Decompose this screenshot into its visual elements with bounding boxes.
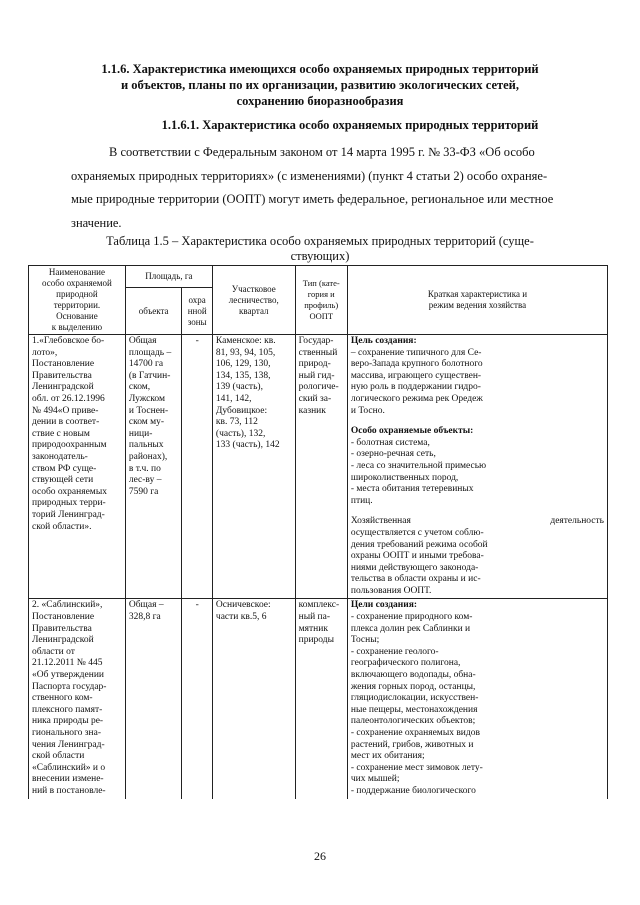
object-line: - места обитания тетеревиных xyxy=(350,484,474,495)
goal-line: - поддержание биологического xyxy=(350,785,476,796)
cell-line: ственного ком- xyxy=(32,693,93,704)
table-row xyxy=(29,599,608,799)
cell-zone-area: - xyxy=(182,335,212,599)
cell-line: 134, 135, 138, xyxy=(215,370,271,381)
header-zone xyxy=(182,288,212,335)
header-line: лесничество, xyxy=(228,294,279,305)
cell-line: рологиче- xyxy=(298,382,339,393)
paragraph-line: охраняемых природных территориях» (с изменениями) (пункт 4 статьи 2) особо охраняе- xyxy=(71,168,548,183)
cell-type xyxy=(295,335,347,599)
cell-line: комплекс- xyxy=(298,600,340,611)
header-line: к выделению xyxy=(51,322,103,332)
cell-object-area xyxy=(125,599,182,799)
activity-line: Хозяйственная деятельность xyxy=(350,516,604,527)
cell-line: Паспорта государ- xyxy=(32,681,107,692)
cell-line: Осничевское: xyxy=(215,600,271,611)
object-line: широколиственных пород, xyxy=(350,472,459,483)
cell-line: Правительства xyxy=(32,623,92,634)
heading-line: сохранению биоразнообразия xyxy=(236,94,404,108)
cell-line: природ- xyxy=(298,359,331,370)
goal-line: палеонтологических объектов; xyxy=(350,716,476,727)
header-line: ООПТ xyxy=(309,311,334,321)
header-line: Основание xyxy=(56,311,98,321)
cell-name xyxy=(29,599,126,799)
goal-line: веро-Запада крупного болотного xyxy=(350,359,483,370)
cell-line: ственный xyxy=(298,347,338,358)
header-type xyxy=(295,266,347,335)
goal-line: - сохранение охраняемых видов xyxy=(350,728,480,738)
goal-line: географического полигона, xyxy=(350,658,461,669)
caption-line: ствующих) xyxy=(290,249,350,263)
cell-line: Лужском xyxy=(128,393,166,404)
cell-line: дении в соответ- xyxy=(32,417,100,428)
header-line: Участковое xyxy=(231,283,276,294)
goal-line: – сохранение типичного для Се- xyxy=(350,347,482,358)
activity-line: ниями действующего законода- xyxy=(350,562,479,573)
cell-line: 81, 93, 94, 105, xyxy=(215,347,276,358)
cell-line: 328,8 га xyxy=(128,612,161,623)
cell-forestry xyxy=(212,599,295,799)
goal-line: жения горных пород, останцы, xyxy=(350,681,476,692)
cell-line: 106, 129, 130, xyxy=(215,359,271,370)
cell-line: Общая xyxy=(128,336,157,346)
activity-line: осуществляется с учетом соблю- xyxy=(350,527,484,538)
cell-line: ский за- xyxy=(298,393,332,404)
object-line: - болотная система, xyxy=(350,437,430,448)
goal-line: чих мышей; xyxy=(350,774,400,785)
cell-line: гионального зна- xyxy=(32,728,102,738)
cell-line: кв. 73, 112 xyxy=(215,417,258,428)
body-paragraph xyxy=(71,141,568,235)
header-line: Тип (кате- xyxy=(302,278,340,288)
paragraph-line: мые природные территории (ООПТ) могут иметь федеральное, региональное или местное xyxy=(71,192,554,206)
goal-line: массива, играющего существен- xyxy=(350,370,482,381)
cell-line: пальных xyxy=(128,440,164,451)
header-line: Наименование xyxy=(48,267,105,277)
cell-line: лото», xyxy=(32,347,58,358)
cell-line: Государ- xyxy=(298,336,334,346)
table-row xyxy=(29,335,608,599)
cell-line: районах), xyxy=(128,451,168,462)
goal-line: плекса долин рек Саблинки и xyxy=(350,623,471,634)
cell-line: законодатель- xyxy=(32,451,88,462)
cell-line: «Саблинский» и о xyxy=(32,762,106,773)
cell-description xyxy=(347,335,607,599)
caption-line: Таблица 1.5 – Характеристика особо охраняемых природных территорий (суще- xyxy=(106,234,534,248)
goal-line: - сохранение природного ком- xyxy=(350,612,473,623)
header-line: охра xyxy=(188,294,206,305)
activity-line: дения требований режима особой xyxy=(350,539,488,550)
heading-line: и объектов, планы по их организации, развитию экологических сетей, xyxy=(120,78,520,92)
table-caption xyxy=(72,234,568,264)
cell-line: Постановление xyxy=(32,359,95,370)
header-line: квартал xyxy=(239,305,269,316)
paragraph-line: значение. xyxy=(71,215,122,230)
paragraph-line: В соответствии с Федеральным законом от 14 марта 1995 г. № 33-ФЗ «Об особо xyxy=(109,145,535,159)
goal-line: - сохранение геолого- xyxy=(350,646,439,657)
header-line: режим ведения хозяйства xyxy=(428,300,527,310)
activity-line: пользования ООПТ. xyxy=(350,585,432,596)
cell-line: плексного памят- xyxy=(32,704,103,715)
cell-line: 133 (часть), 142 xyxy=(215,440,280,451)
cell-line: в т.ч. по xyxy=(128,463,161,474)
cell-zone-area: - xyxy=(182,599,212,799)
header-line: территории. xyxy=(53,300,101,310)
cell-line: обл. от 26.12.1996 xyxy=(32,393,105,404)
cell-line: ском, xyxy=(128,382,151,393)
goal-line: и Тосно. xyxy=(350,405,385,416)
cell-line: ском му- xyxy=(128,417,165,428)
heading-line: 1.1.6. Характеристика имеющихся особо охраняемых природных территорий xyxy=(101,62,539,76)
cell-line: ный гид- xyxy=(298,370,335,381)
header-description xyxy=(347,266,607,335)
cell-line: Дубовицкое: xyxy=(215,405,268,416)
object-line: - озерно-речная сеть, xyxy=(350,449,436,460)
header-line: особо охраняемой xyxy=(42,278,112,288)
cell-line: природных терри- xyxy=(32,498,106,509)
goal-line: включающего водопады, обна- xyxy=(350,670,476,681)
cell-line: 141, 142, xyxy=(215,393,252,404)
cell-line: Ленинградской xyxy=(32,382,94,393)
objects-title: Особо охраняемые объекты: xyxy=(350,426,474,437)
goal-line: ные пещеры, местонахождения xyxy=(350,704,478,715)
subsection-heading: 1.1.6.1. Характеристика особо охраняемых природных территорий xyxy=(161,118,539,132)
cell-line: части кв.5, 6 xyxy=(215,612,267,623)
cell-line: № 494«О приве- xyxy=(32,405,99,416)
goal-title: Цели создания: xyxy=(350,600,418,611)
cell-type xyxy=(295,599,347,799)
cell-line: 2. «Саблинский», xyxy=(32,600,103,611)
header-area: Площадь, га xyxy=(125,266,212,288)
cell-line: 14700 га xyxy=(128,359,164,370)
cell-line: «Об утверждении xyxy=(32,670,104,681)
cell-line: Правительства xyxy=(32,370,92,381)
cell-line: (часть), 132, xyxy=(215,428,266,439)
cell-line: ством РФ суще- xyxy=(32,463,97,474)
goal-line: мест их обитания; xyxy=(350,751,425,762)
activity-line: тельства в области охраны и ис- xyxy=(350,574,481,585)
goal-line: ную роль в поддержании гидро- xyxy=(350,382,481,393)
header-object: объекта xyxy=(125,288,182,335)
cell-line: особо охраняемых xyxy=(32,486,107,497)
header-line: природной xyxy=(56,289,98,299)
cell-line: Ленинградской xyxy=(32,635,94,646)
cell-line: лес-ву – xyxy=(128,475,162,486)
cell-line: площадь – xyxy=(128,347,172,358)
cell-line: и Тоснен- xyxy=(128,405,169,416)
cell-line: ствие с новым xyxy=(32,428,90,439)
header-line: зоны xyxy=(187,316,207,327)
cell-name xyxy=(29,335,126,599)
activity-line: охраны ООПТ и иными требова- xyxy=(350,551,484,562)
cell-line: 139 (часть), xyxy=(215,382,263,393)
cell-line: Каменское: кв. xyxy=(215,336,276,346)
object-line: - леса со значительной примесью xyxy=(350,460,487,471)
goal-title: Цель создания: xyxy=(350,336,417,346)
cell-line: казник xyxy=(298,405,326,416)
goal-line: растений, грибов, животных и xyxy=(350,739,474,750)
goal-line: гляциодислокации, искусствен- xyxy=(350,693,479,704)
header-line: профиль) xyxy=(304,300,339,310)
cell-line: ника природы ре- xyxy=(32,716,104,727)
cell-line: чения Ленинград- xyxy=(32,739,105,750)
protected-areas-table xyxy=(28,265,608,799)
cell-line: природоохранным xyxy=(32,440,107,451)
goal-line: - сохранение мест зимовок лету- xyxy=(350,762,483,773)
cell-line: ствующей сети xyxy=(32,475,94,486)
cell-line: ний в постановле- xyxy=(32,785,106,796)
object-line: птиц. xyxy=(350,495,373,506)
header-forestry xyxy=(212,266,295,335)
cell-description xyxy=(347,599,607,799)
cell-line: ный па- xyxy=(298,612,331,623)
cell-line: торий Ленинград- xyxy=(32,509,105,520)
header-line: гория и xyxy=(307,289,335,299)
cell-line: 21.12.2011 № 445 xyxy=(32,658,103,669)
header-name xyxy=(29,266,126,335)
cell-line: области от xyxy=(32,646,75,657)
cell-line: ници- xyxy=(128,428,153,439)
cell-line: 1.«Глебовское бо- xyxy=(32,336,105,346)
cell-line: ской области». xyxy=(32,521,92,532)
cell-line: Общая – xyxy=(128,600,164,611)
cell-line: природы xyxy=(298,635,334,646)
cell-line: (в Гатчин- xyxy=(128,370,171,381)
cell-line: мятник xyxy=(298,623,328,634)
cell-line: ской области xyxy=(32,751,85,762)
cell-line: внесении измене- xyxy=(32,774,104,785)
cell-object-area xyxy=(125,335,182,599)
goal-line: Тосны; xyxy=(350,635,380,646)
cell-forestry xyxy=(212,335,295,599)
cell-line: 7590 га xyxy=(128,486,159,497)
page-number: 26 xyxy=(314,849,326,863)
goal-line: логического режима рек Оредеж xyxy=(350,393,483,404)
cell-line: Постановление xyxy=(32,612,95,623)
section-heading xyxy=(60,61,580,109)
header-line: нной xyxy=(187,305,207,316)
header-line: Краткая характеристика и xyxy=(427,289,528,299)
